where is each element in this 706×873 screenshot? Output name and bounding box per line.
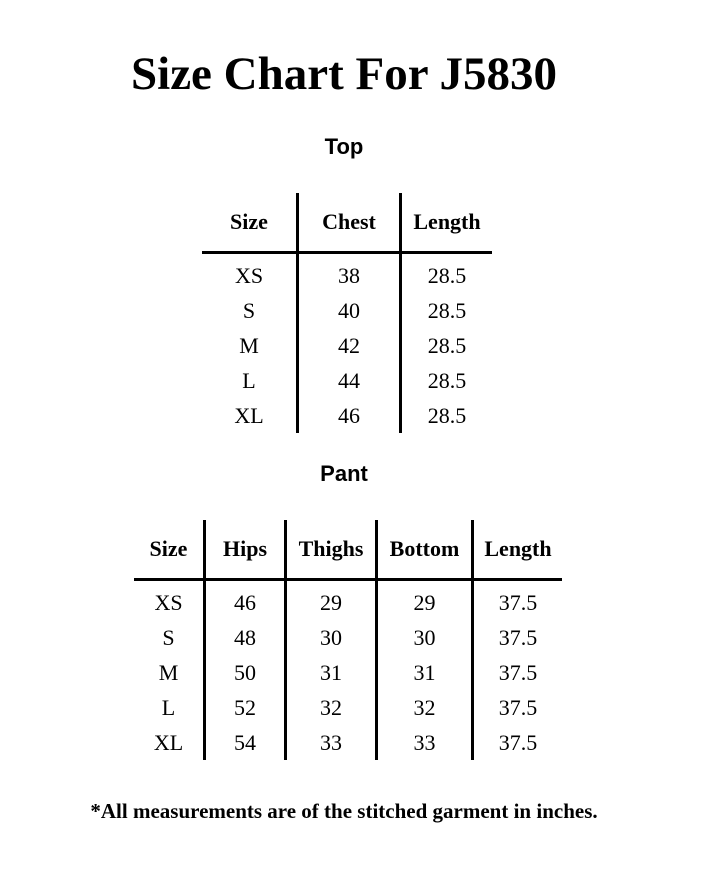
- table-cell: 33: [377, 725, 473, 760]
- table-cell: XL: [234, 402, 264, 428]
- column-header-size: Size: [134, 520, 205, 580]
- table-row: [202, 363, 492, 398]
- column-header-size: Size: [202, 193, 298, 253]
- table-cell: 44: [298, 363, 401, 398]
- top-size-table: [202, 193, 492, 433]
- table-cell: 31: [286, 655, 377, 690]
- column-header-hips: Hips: [205, 520, 286, 580]
- table-cell: 28.5: [401, 398, 493, 433]
- table-cell: 32: [377, 690, 473, 725]
- table-row: [134, 690, 562, 725]
- table-cell: 46: [298, 398, 401, 433]
- table-cell: 29: [377, 580, 473, 621]
- table-cell: 28.5: [401, 328, 493, 363]
- table-row: [134, 580, 562, 621]
- top-section-heading: Top: [324, 134, 364, 159]
- table-cell: XS: [234, 262, 264, 288]
- table-cell: 46: [205, 580, 286, 621]
- table-cell: 33: [286, 725, 377, 760]
- table-cell: 28.5: [401, 293, 493, 328]
- table-cell: M: [239, 332, 259, 358]
- table-cell: XL: [153, 729, 184, 755]
- table-cell: 37.5: [473, 655, 563, 690]
- table-cell: XS: [154, 589, 183, 615]
- column-header-chest: Chest: [298, 193, 401, 253]
- table-row: [202, 293, 492, 328]
- table-cell: L: [242, 367, 256, 393]
- table-cell: 31: [377, 655, 473, 690]
- page-title: Size Chart For J5830: [131, 48, 557, 100]
- column-header-bottom: Bottom: [377, 520, 473, 580]
- table-cell: 50: [205, 655, 286, 690]
- table-row: [134, 655, 562, 690]
- table-cell: M: [158, 659, 179, 685]
- table-cell: 30: [286, 620, 377, 655]
- table-cell: 38: [298, 253, 401, 294]
- table-cell: 54: [205, 725, 286, 760]
- table-row: [202, 253, 492, 294]
- table-cell: L: [161, 694, 176, 720]
- table-cell: S: [242, 297, 256, 323]
- table-cell: 32: [286, 690, 377, 725]
- table-cell: 37.5: [473, 620, 563, 655]
- table-cell: 42: [298, 328, 401, 363]
- table-cell: S: [162, 624, 175, 650]
- table-cell: 28.5: [401, 363, 493, 398]
- table-cell: 37.5: [473, 580, 563, 621]
- column-header-thighs: Thighs: [286, 520, 377, 580]
- table-cell: 29: [286, 580, 377, 621]
- table-cell: 37.5: [473, 725, 563, 760]
- table-cell: 52: [205, 690, 286, 725]
- table-row: [202, 398, 492, 433]
- column-header-length: Length: [401, 193, 493, 253]
- table-row: [134, 725, 562, 760]
- table-cell: 40: [298, 293, 401, 328]
- table-row: [134, 620, 562, 655]
- table-cell: 37.5: [473, 690, 563, 725]
- table-cell: 48: [205, 620, 286, 655]
- table-header-row: [202, 193, 492, 253]
- pant-size-table: [134, 520, 562, 760]
- measurement-footnote: *All measurements are of the stitched garment in inches.: [90, 799, 598, 823]
- pant-section-heading: Pant: [320, 461, 368, 486]
- table-cell: 28.5: [401, 253, 493, 294]
- table-row: [202, 328, 492, 363]
- table-cell: 30: [377, 620, 473, 655]
- table-header-row: [134, 520, 562, 580]
- column-header-length: Length: [473, 520, 563, 580]
